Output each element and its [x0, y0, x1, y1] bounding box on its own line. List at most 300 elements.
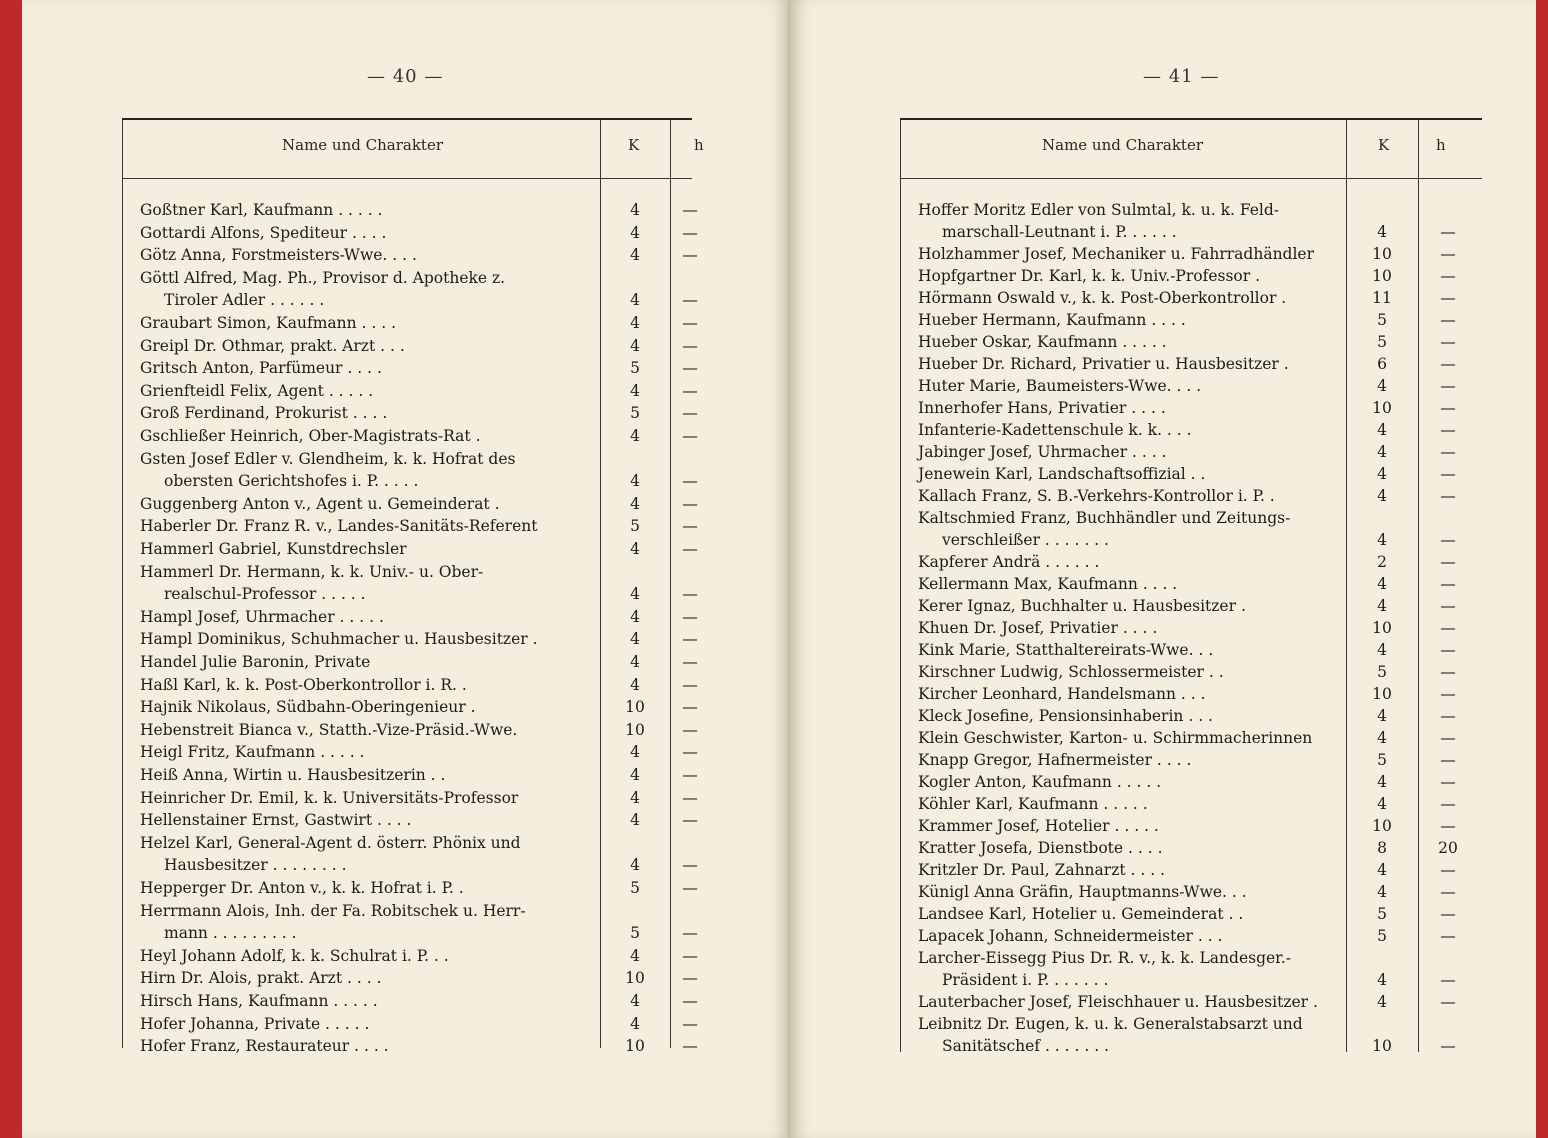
- entry-h-value: —: [1440, 971, 1456, 989]
- entry-k-value: 10: [625, 720, 645, 739]
- table-row: [900, 265, 1482, 287]
- table-row: [122, 335, 698, 357]
- table-row: [900, 397, 1482, 419]
- entry-k-value: 10: [625, 698, 645, 717]
- entry-name: Götz Anna, Forstmeisters-Wwe. . . .: [140, 246, 417, 265]
- entry-name: Graubart Simon, Kaufmann . . . .: [140, 314, 397, 332]
- table-row: [122, 922, 698, 944]
- table-row: [900, 595, 1482, 617]
- entry-h-value: —: [682, 766, 698, 784]
- page-number: — 41 —: [1143, 66, 1220, 87]
- entry-k-value: 5: [1377, 751, 1387, 769]
- entry-name: Lauterbacher Josef, Fleischhauer u. Hausbesitzer .: [918, 993, 1318, 1011]
- entry-name: Infanterie-Kadettenschule k. k. . . .: [918, 421, 1192, 439]
- entry-k-value: 4: [1377, 971, 1387, 989]
- entry-k-value: 5: [1377, 663, 1387, 681]
- entry-k-value: 4: [630, 675, 640, 694]
- entry-h-value: —: [682, 969, 698, 988]
- entry-k-value: 8: [1377, 839, 1387, 857]
- entry-h-value: —: [682, 585, 698, 604]
- table-row: [900, 705, 1482, 727]
- entry-h-value: —: [682, 653, 698, 671]
- entry-k-value: 5: [630, 404, 640, 423]
- table-row: [122, 674, 698, 696]
- left-page: [22, 0, 790, 1138]
- entry-name: Hoffer Moritz Edler von Sulmtal, k. u. k. Feld-: [918, 201, 1280, 219]
- entry-name: Hueber Dr. Richard, Privatier u. Hausbesitzer .: [918, 355, 1289, 373]
- entry-name: Leibnitz Dr. Eugen, k. u. k. Generalstabsarzt und: [918, 1015, 1303, 1033]
- entry-k-value: 4: [630, 472, 640, 491]
- entry-k-value: 10: [1372, 1037, 1392, 1055]
- table-row: [900, 639, 1482, 661]
- table-row: [122, 561, 692, 583]
- entry-k-value: 10: [1372, 685, 1392, 703]
- table-row: [122, 719, 698, 741]
- entry-h-value: —: [682, 607, 698, 626]
- entry-k-value: 4: [630, 314, 640, 332]
- entry-name: Lapacek Johann, Schneidermeister . . .: [918, 927, 1223, 945]
- entry-k-value: 4: [1377, 421, 1387, 439]
- entry-h-value: —: [682, 314, 698, 332]
- entry-h-value: —: [1440, 993, 1456, 1011]
- entry-name: Klein Geschwister, Karton- u. Schirmmacherinnen: [918, 729, 1313, 747]
- entry-name: Göttl Alfred, Mag. Ph., Provisor d. Apotheke z.: [140, 268, 506, 287]
- entry-name: Landsee Karl, Hotelier u. Gemeinderat . .: [918, 905, 1244, 923]
- table-row: [900, 199, 1482, 221]
- entry-name: Goßtner Karl, Kaufmann . . . . .: [140, 201, 383, 219]
- entry-name: Kellermann Max, Kaufmann . . . .: [918, 575, 1178, 593]
- entry-k-value: 4: [630, 766, 640, 784]
- table-row: [900, 551, 1482, 573]
- entry-k-value: 11: [1372, 289, 1392, 307]
- table-row: [122, 380, 698, 402]
- table-row: [122, 787, 698, 809]
- entry-k-value: 4: [630, 427, 640, 445]
- register-table: [122, 118, 704, 1056]
- entry-k-value: 5: [630, 924, 640, 943]
- entry-h-value: —: [1440, 751, 1456, 769]
- table-row: [122, 425, 698, 447]
- entry-h-value: —: [1440, 707, 1456, 725]
- table-row: [900, 353, 1482, 375]
- table-row: [900, 793, 1482, 815]
- table-row: [900, 463, 1482, 485]
- entry-h-value: —: [682, 472, 698, 491]
- table-row: [900, 859, 1482, 881]
- entry-name: Kallach Franz, S. B.-Verkehrs-Kontrollor i. P. .: [918, 487, 1275, 505]
- entry-h-value: —: [1440, 311, 1456, 329]
- table-row: [122, 1013, 698, 1035]
- table-row: [122, 764, 698, 786]
- entry-h-value: —: [1440, 443, 1456, 461]
- entry-k-value: 4: [1377, 729, 1387, 747]
- entry-name: Heyl Johann Adolf, k. k. Schulrat i. P. . .: [140, 946, 449, 965]
- entry-h-value: —: [1440, 685, 1456, 703]
- entry-name: Gritsch Anton, Parfümeur . . . .: [140, 359, 382, 378]
- entry-name: Hueber Hermann, Kaufmann . . . .: [918, 311, 1186, 329]
- table-row: [122, 967, 698, 989]
- entry-name: Innerhofer Hans, Privatier . . . .: [918, 399, 1166, 417]
- entry-h-value: —: [682, 359, 698, 378]
- table-row: [900, 947, 1482, 969]
- entry-k-value: 4: [1377, 883, 1387, 901]
- entry-name: Grienfteidl Felix, Agent . . . . .: [140, 381, 374, 400]
- table-row: [122, 244, 698, 266]
- entry-h-value: —: [682, 427, 698, 445]
- entry-h-value: —: [1440, 399, 1456, 417]
- entry-name: Larcher-Eissegg Pius Dr. R. v., k. k. Landesger.-: [918, 949, 1292, 967]
- entry-h-value: —: [682, 517, 698, 536]
- entry-h-value: —: [1440, 575, 1456, 593]
- entry-name: obersten Gerichtshofes i. P. . . . .: [164, 472, 419, 491]
- entry-h-value: —: [1440, 487, 1456, 505]
- column-header-k: K: [628, 136, 640, 154]
- entry-k-value: 4: [630, 992, 640, 1010]
- table-row: [122, 470, 698, 492]
- entry-name: Tiroler Adler . . . . . .: [164, 291, 325, 310]
- entry-k-value: 4: [1377, 575, 1387, 593]
- entry-name: Hepperger Dr. Anton v., k. k. Hofrat i. P. .: [140, 879, 464, 897]
- table-row: [122, 222, 698, 244]
- table-row: [122, 945, 698, 967]
- entry-h-value: —: [1440, 729, 1456, 747]
- entry-name: Hofer Franz, Restaurateur . . . .: [140, 1037, 389, 1056]
- entry-k-value: 4: [1377, 641, 1387, 659]
- entry-name: Heigl Fritz, Kaufmann . . . . .: [140, 743, 365, 762]
- entry-k-value: 5: [630, 879, 640, 897]
- table-row: [900, 837, 1482, 859]
- entry-h-value: —: [1440, 245, 1456, 263]
- table-row: [122, 448, 692, 470]
- entry-k-value: 4: [630, 381, 640, 400]
- entry-k-value: 5: [1377, 333, 1387, 351]
- entry-name: Kratter Josefa, Dienstbote . . . .: [918, 839, 1163, 857]
- table-row: [122, 900, 692, 922]
- entry-name: Haßl Karl, k. k. Post-Oberkontrollor i. R. .: [140, 675, 467, 694]
- table-row: [900, 309, 1482, 331]
- entry-name: Guggenberg Anton v., Agent u. Gemeinderat .: [140, 494, 500, 513]
- entry-h-value: —: [682, 291, 698, 310]
- entry-h-value: —: [682, 404, 698, 423]
- table-row: [122, 357, 698, 379]
- entry-k-value: 5: [630, 517, 640, 536]
- entry-k-value: 10: [625, 1037, 645, 1056]
- entry-h-value: —: [1440, 905, 1456, 923]
- entry-h-value: —: [1440, 553, 1456, 571]
- table-row: [122, 402, 698, 424]
- entry-h-value: —: [682, 743, 698, 762]
- entry-name: Hausbesitzer . . . . . . . .: [164, 856, 347, 875]
- table-row: [900, 419, 1482, 441]
- entry-k-value: 5: [1377, 905, 1387, 923]
- table-row: [900, 507, 1482, 529]
- entry-name: Greipl Dr. Othmar, prakt. Arzt . . .: [140, 336, 405, 355]
- entry-name: Krammer Josef, Hotelier . . . . .: [918, 817, 1159, 835]
- entry-k-value: 10: [1372, 267, 1392, 285]
- table-row: [900, 925, 1482, 947]
- table-row: [900, 1035, 1482, 1057]
- entry-k-value: 4: [630, 336, 640, 355]
- entry-k-value: 5: [1377, 927, 1387, 945]
- entry-k-value: 4: [630, 653, 640, 671]
- entry-h-value: —: [682, 223, 698, 242]
- entry-name: Kink Marie, Statthaltereirats-Wwe. . .: [918, 641, 1214, 659]
- entry-h-value: —: [682, 788, 698, 807]
- entry-k-value: 4: [1377, 531, 1387, 549]
- entry-name: Herrmann Alois, Inh. der Fa. Robitschek u. Herr-: [140, 901, 526, 920]
- table-row: [900, 287, 1482, 309]
- entry-h-value: —: [682, 924, 698, 943]
- entry-k-value: 4: [630, 223, 640, 242]
- table-row: [122, 877, 698, 899]
- entry-h-value: —: [682, 1014, 698, 1033]
- entry-h-value: —: [1440, 289, 1456, 307]
- entry-h-value: —: [682, 540, 698, 558]
- entry-h-value: —: [1440, 355, 1456, 373]
- table-row: [122, 628, 698, 650]
- table-row: [122, 493, 698, 515]
- entry-name: Huter Marie, Baumeisters-Wwe. . . .: [918, 377, 1202, 395]
- table-header: [122, 120, 704, 179]
- entry-name: Gottardi Alfons, Spediteur . . . .: [140, 223, 387, 242]
- entry-k-value: 4: [630, 946, 640, 965]
- column-header-h: h: [694, 136, 704, 154]
- entry-name: Kircher Leonhard, Handelsmann . . .: [918, 685, 1206, 703]
- entry-h-value: —: [1440, 421, 1456, 439]
- column-header-k: K: [1378, 136, 1390, 154]
- entry-k-value: 10: [1372, 399, 1392, 417]
- entry-name: Handel Julie Baronin, Private: [140, 653, 371, 671]
- entry-h-value: —: [682, 246, 698, 265]
- entry-name: Kerer Ignaz, Buchhalter u. Hausbesitzer .: [918, 597, 1246, 615]
- entry-h-value: —: [682, 675, 698, 694]
- entry-name: Hammerl Gabriel, Kunstdrechsler: [140, 540, 407, 558]
- entry-k-value: 4: [1377, 795, 1387, 813]
- entry-h-value: —: [682, 811, 698, 830]
- entry-h-value: —: [682, 1037, 698, 1056]
- entry-name: realschul-Professor . . . . .: [164, 585, 366, 604]
- entry-k-value: 4: [630, 246, 640, 265]
- table-row: [122, 267, 692, 289]
- entry-name: Hajnik Nikolaus, Südbahn-Oberingenieur .: [140, 698, 476, 717]
- column-header-h: h: [1436, 136, 1446, 154]
- entry-name: Knapp Gregor, Hafnermeister . . . .: [918, 751, 1192, 769]
- entry-k-value: 4: [1377, 377, 1387, 395]
- entry-name: Gsten Josef Edler v. Glendheim, k. k. Hofrat des: [140, 449, 516, 468]
- table-row: [122, 538, 698, 560]
- table-row: [122, 832, 692, 854]
- entry-h-value: —: [682, 630, 698, 649]
- entry-name: mann . . . . . . . . .: [164, 924, 297, 943]
- entry-h-value: —: [1440, 817, 1456, 835]
- entry-h-value: —: [1440, 883, 1456, 901]
- entry-k-value: 4: [1377, 707, 1387, 725]
- table-row: [900, 749, 1482, 771]
- entry-k-value: 4: [630, 607, 640, 626]
- entry-name: Heinricher Dr. Emil, k. k. Universitäts-Professor: [140, 788, 519, 807]
- table-row: [900, 1013, 1482, 1035]
- entry-h-value: —: [682, 946, 698, 965]
- entry-h-value: —: [1440, 663, 1456, 681]
- entry-h-value: —: [1440, 619, 1456, 637]
- entry-h-value: —: [682, 879, 698, 897]
- table-row: [900, 573, 1482, 595]
- table-row: [122, 1035, 698, 1057]
- entry-name: Kapferer Andrä . . . . . .: [918, 553, 1100, 571]
- entry-name: Hopfgartner Dr. Karl, k. k. Univ.-Professor .: [918, 267, 1260, 285]
- table-row: [900, 881, 1482, 903]
- entry-k-value: 4: [1377, 993, 1387, 1011]
- table-row: [122, 696, 698, 718]
- entry-k-value: 4: [1377, 597, 1387, 615]
- entry-k-value: 10: [1372, 817, 1392, 835]
- entry-name: Hampl Josef, Uhrmacher . . . . .: [140, 607, 384, 626]
- entry-h-value: —: [1440, 1037, 1456, 1055]
- entry-k-value: 4: [630, 856, 640, 875]
- entry-k-value: 4: [630, 1014, 640, 1033]
- entry-name: Groß Ferdinand, Prokurist . . . .: [140, 404, 388, 423]
- entry-h-value: —: [1440, 377, 1456, 395]
- entry-k-value: 4: [630, 630, 640, 649]
- entry-name: Haberler Dr. Franz R. v., Landes-Sanitäts-Referent: [140, 517, 538, 536]
- entry-k-value: 10: [1372, 245, 1392, 263]
- table-row: [122, 651, 698, 673]
- entry-h-value: —: [682, 992, 698, 1010]
- table-row: [122, 990, 698, 1012]
- table-row: [900, 991, 1482, 1013]
- entry-k-value: 6: [1377, 355, 1387, 373]
- entry-k-value: 10: [625, 969, 645, 988]
- entry-name: Hebenstreit Bianca v., Statth.-Vize-Präsid.-Wwe.: [140, 720, 518, 739]
- entry-h-value: —: [1440, 465, 1456, 483]
- table-row: [900, 331, 1482, 353]
- entry-k-value: 4: [630, 291, 640, 310]
- entry-k-value: 4: [630, 743, 640, 762]
- entry-name: Kaltschmied Franz, Buchhändler und Zeitungs-: [918, 509, 1291, 527]
- table-row: [900, 243, 1482, 265]
- entry-h-value: —: [682, 381, 698, 400]
- entry-name: Hirsch Hans, Kaufmann . . . . .: [140, 992, 378, 1010]
- entry-name: Jabinger Josef, Uhrmacher . . . .: [918, 443, 1167, 461]
- entry-name: verschleißer . . . . . . .: [942, 531, 1109, 549]
- entry-name: Kritzler Dr. Paul, Zahnarzt . . . .: [918, 861, 1166, 879]
- table-row: [122, 809, 698, 831]
- entry-name: Kogler Anton, Kaufmann . . . . .: [918, 773, 1162, 791]
- table-row: [122, 312, 698, 334]
- entry-name: Hörmann Oswald v., k. k. Post-Oberkontrollor .: [918, 289, 1287, 307]
- entry-k-value: 4: [630, 585, 640, 604]
- table-header: [900, 120, 1482, 179]
- column-header-name: Name und Charakter: [1042, 136, 1203, 154]
- register-table: [900, 118, 1482, 1055]
- right-page: [790, 0, 1536, 1138]
- table-row: [900, 529, 1482, 551]
- entry-name: Hampl Dominikus, Schuhmacher u. Hausbesitzer .: [140, 630, 538, 649]
- entry-h-value: —: [682, 201, 698, 219]
- entry-h-value: —: [1440, 597, 1456, 615]
- entry-k-value: 2: [1377, 553, 1387, 571]
- entry-k-value: 4: [1377, 465, 1387, 483]
- entry-name: Hirn Dr. Alois, prakt. Arzt . . . .: [140, 969, 382, 988]
- table-row: [900, 375, 1482, 397]
- table-row: [900, 771, 1482, 793]
- table-row: [900, 683, 1482, 705]
- entry-name: Künigl Anna Gräfin, Hauptmanns-Wwe. . .: [918, 883, 1247, 901]
- entry-h-value: —: [1440, 773, 1456, 791]
- table-row: [122, 606, 698, 628]
- table-row: [122, 289, 698, 311]
- entry-k-value: 4: [630, 788, 640, 807]
- entry-h-value: —: [1440, 861, 1456, 879]
- entry-k-value: 4: [1377, 861, 1387, 879]
- entry-name: Hammerl Dr. Hermann, k. k. Univ.- u. Ober-: [140, 562, 484, 581]
- entry-name: marschall-Leutnant i. P. . . . . .: [942, 223, 1177, 241]
- table-row: [900, 661, 1482, 683]
- entry-name: Jenewein Karl, Landschaftsoffizial . .: [918, 465, 1206, 483]
- entry-h-value: —: [1440, 267, 1456, 285]
- entry-name: Präsident i. P. . . . . . .: [942, 971, 1109, 989]
- entry-h-value: —: [1440, 927, 1456, 945]
- table-row: [122, 741, 698, 763]
- entry-k-value: 5: [630, 359, 640, 378]
- table-row: [900, 441, 1482, 463]
- entry-h-value: —: [1440, 641, 1456, 659]
- entry-k-value: 4: [630, 494, 640, 513]
- entry-h-value: —: [682, 856, 698, 875]
- entry-h-value: —: [682, 494, 698, 513]
- entry-k-value: 10: [1372, 619, 1392, 637]
- entry-k-value: 4: [630, 811, 640, 830]
- entry-h-value: —: [1440, 795, 1456, 813]
- column-header-name: Name und Charakter: [282, 136, 443, 154]
- table-row: [900, 617, 1482, 639]
- page-number: — 40 —: [367, 66, 444, 87]
- entry-name: Kleck Josefine, Pensionsinhaberin . . .: [918, 707, 1213, 725]
- entry-h-value: —: [1440, 531, 1456, 549]
- entry-name: Heiß Anna, Wirtin u. Hausbesitzerin . .: [140, 766, 446, 784]
- table-row: [122, 199, 698, 221]
- entry-h-value: 20: [1438, 839, 1458, 857]
- entry-k-value: 4: [1377, 487, 1387, 505]
- entry-k-value: 4: [630, 201, 640, 219]
- entry-name: Hueber Oskar, Kaufmann . . . . .: [918, 333, 1167, 351]
- entry-h-value: —: [1440, 223, 1456, 241]
- table-row: [122, 515, 698, 537]
- entry-name: Khuen Dr. Josef, Privatier . . . .: [918, 619, 1158, 637]
- entry-k-value: 4: [1377, 443, 1387, 461]
- entry-k-value: 4: [630, 540, 640, 558]
- table-row: [900, 969, 1482, 991]
- entry-name: Kirschner Ludwig, Schlossermeister . .: [918, 663, 1224, 681]
- entry-name: Sanitätschef . . . . . . .: [942, 1037, 1110, 1055]
- table-row: [900, 903, 1482, 925]
- table-row: [900, 485, 1482, 507]
- entry-name: Köhler Karl, Kaufmann . . . . .: [918, 795, 1148, 813]
- entry-h-value: —: [682, 720, 698, 739]
- table-row: [900, 221, 1482, 243]
- entry-name: Hofer Johanna, Private . . . . .: [140, 1014, 370, 1033]
- table-row: [900, 727, 1482, 749]
- entry-name: Gschließer Heinrich, Ober-Magistrats-Rat .: [140, 427, 481, 445]
- entry-name: Hellenstainer Ernst, Gastwirt . . . .: [140, 811, 412, 830]
- table-row: [122, 854, 698, 876]
- entry-h-value: —: [682, 336, 698, 355]
- entry-k-value: 4: [1377, 223, 1387, 241]
- entry-name: Holzhammer Josef, Mechaniker u. Fahrradhändler: [918, 245, 1315, 263]
- entry-h-value: —: [1440, 333, 1456, 351]
- table-row: [900, 815, 1482, 837]
- entry-k-value: 4: [1377, 773, 1387, 791]
